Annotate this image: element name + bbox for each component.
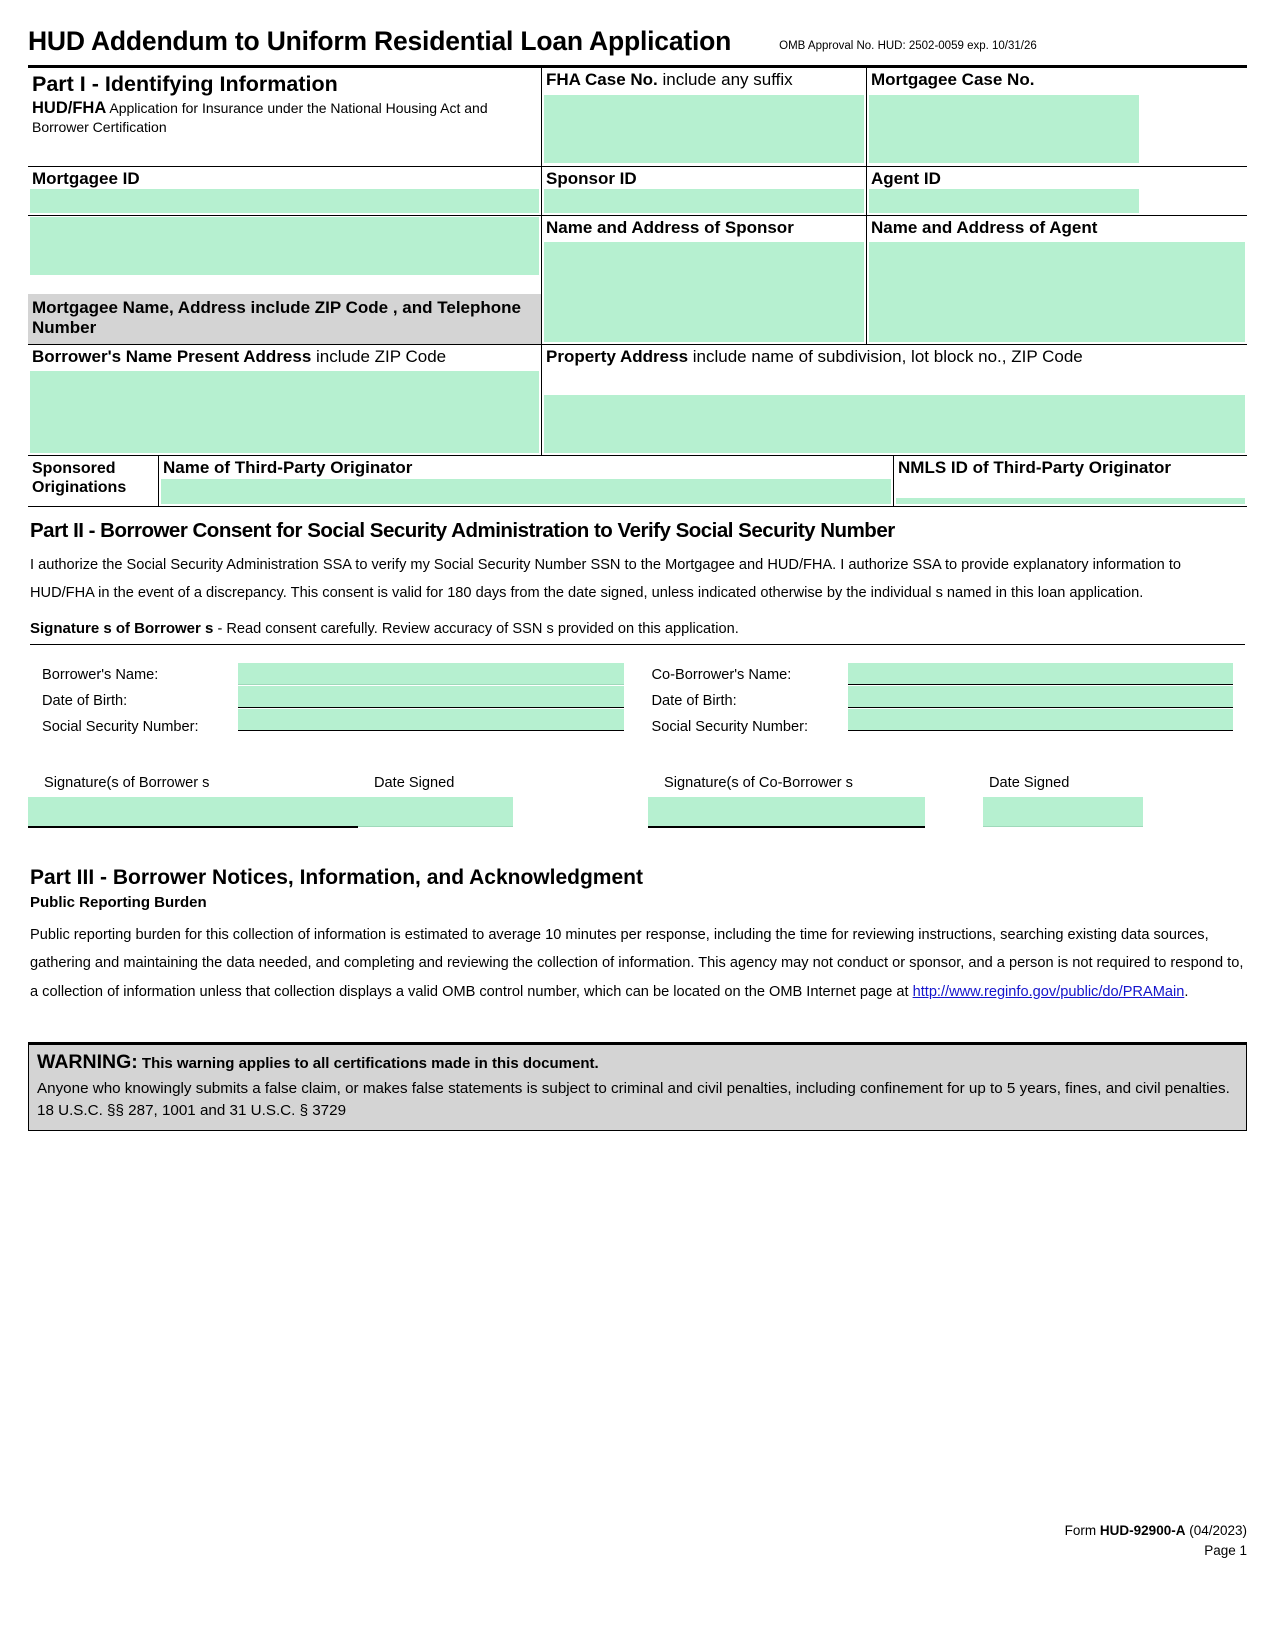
property-address-label-bold: Property Address <box>546 347 689 366</box>
sponsor-id-label: Sponsor ID <box>546 169 637 188</box>
fha-case-no-label <box>542 68 866 91</box>
warning-body-text: Anyone who knowingly submits a false claim, or makes false statements is subject to criminal and civil penalties, including confinement for up to 5 years, fines, and civil penalties. 18 U.S.C. §§ 287, 1001 and 31 U.S.C. § 3729 <box>37 1080 1230 1120</box>
third-party-originator-name-input[interactable] <box>161 479 891 504</box>
mortgagee-case-no-input[interactable] <box>869 95 1139 163</box>
sponsor-name-address-label: Name and Address of Sponsor <box>546 218 794 237</box>
agent-id-input[interactable] <box>869 189 1139 213</box>
reginfo-pramain-link[interactable]: http://www.reginfo.gov/public/do/PRAMain <box>912 983 1185 1000</box>
part1-row-sponsored-originations <box>28 455 1247 506</box>
borrower-signature-label: Signature(s of Borrower s <box>44 774 210 791</box>
agent-id-cell <box>866 167 1247 215</box>
mortgagee-id-cell <box>28 167 541 215</box>
borrower-identity-labels <box>28 663 238 741</box>
mortgagee-case-no-label: Mortgagee Case No. <box>871 70 1035 89</box>
part2-signature-note <box>30 620 1245 645</box>
borrower-ssn-label: Social Security Number: <box>42 718 199 735</box>
coborrower-dob-input[interactable] <box>848 686 1234 708</box>
coborrower-name-input[interactable] <box>848 663 1234 685</box>
fha-case-no-cell <box>541 68 866 166</box>
borrower-date-signed-label: Date Signed <box>374 774 455 791</box>
coborrower-ssn-input[interactable] <box>848 709 1234 731</box>
warning-headline <box>37 1051 1238 1074</box>
coborrower-date-signed-label: Date Signed <box>989 774 1070 791</box>
coborrower-identity-column <box>638 663 1248 741</box>
coborrower-signature-label: Signature(s of Co-Borrower s <box>664 774 853 791</box>
agent-name-address-input[interactable] <box>869 242 1245 342</box>
mortgagee-id-input[interactable] <box>30 189 539 213</box>
borrower-identity-fields <box>238 663 638 741</box>
borrower-name-label-rest: include ZIP Code <box>316 347 447 366</box>
coborrower-date-signed-input[interactable] <box>983 797 1143 827</box>
sponsor-id-cell <box>541 167 866 215</box>
part1-row-names-addresses <box>28 215 1247 344</box>
sponsor-name-address-input[interactable] <box>544 242 864 342</box>
mortgagee-id-label: Mortgagee ID <box>32 169 140 188</box>
third-party-originator-name-cell <box>158 456 893 506</box>
part2-heading: Part II - Borrower Consent for Social Security Administration to Verify Social Security Number <box>30 519 895 542</box>
fha-case-no-input[interactable] <box>544 95 864 163</box>
borrower-date-signed-input[interactable] <box>358 797 513 827</box>
property-address-label-rest: include name of subdivision, lot block no., ZIP Code <box>692 347 1083 366</box>
fha-case-no-label-bold: FHA Case No. <box>546 70 658 89</box>
mortgagee-name-address-cell <box>28 216 541 344</box>
public-reporting-burden-paragraph <box>30 921 1245 1006</box>
sponsor-name-address-cell <box>541 216 866 344</box>
warning-label: WARNING: <box>37 1051 138 1074</box>
part1-row-ids <box>28 166 1247 215</box>
warning-box <box>28 1042 1247 1131</box>
part2-signature-note-rest: - Read consent carefully. Review accuracy of SSN s provided on this application. <box>217 620 739 637</box>
borrower-identity-column <box>28 663 638 741</box>
borrower-dob-label: Date of Birth: <box>42 692 128 709</box>
coborrower-identity-fields <box>848 663 1248 741</box>
borrower-ssn-input[interactable] <box>238 709 624 731</box>
document-header <box>28 0 1247 65</box>
warning-headline-text: This warning applies to all certifications made in this document. <box>141 1055 599 1073</box>
borrower-name-label: Borrower's Name: <box>42 666 159 683</box>
fha-case-no-label-rest: include any suffix <box>662 70 793 89</box>
part1-identifying-information-table <box>28 65 1247 507</box>
part1-subheading-rest: Application for Insurance under the National Housing Act and Borrower Certification <box>32 100 488 135</box>
page-footer <box>1065 1521 1247 1562</box>
property-address-cell <box>541 345 1247 455</box>
coborrower-date-signed-cell <box>973 775 1223 828</box>
part2-consent-paragraph: I authorize the Social Security Administration SSA to verify my Social Security Number SSN to the Mortgagee and HUD/FHA. I authorize SSA to provide explanatory information to HUD/FHA in the event of a discrepancy. This consent is valid for 180 days from the date signed, unless indicated otherwise by the individual s named in this loan application. <box>30 557 1182 602</box>
omb-approval-text: OMB Approval No. HUD: 2502-0059 exp. 10/31/26 <box>779 40 1037 52</box>
form-prefix: Form <box>1064 1522 1100 1538</box>
mortgagee-name-address-label: Mortgagee Name, Address include ZIP Code , and Telephone Number <box>28 294 541 344</box>
agent-id-label: Agent ID <box>871 169 941 188</box>
part1-heading-cell <box>28 68 541 166</box>
property-address-label <box>542 345 1247 368</box>
borrower-name-address-cell <box>28 345 541 455</box>
coborrower-identity-labels <box>638 663 848 741</box>
part1-row-case-numbers <box>28 68 1247 166</box>
part1-subheading <box>28 98 541 136</box>
third-party-nmls-cell <box>893 456 1247 506</box>
coborrower-name-label: Co-Borrower's Name: <box>651 666 792 683</box>
sponsored-originations-cell <box>28 456 158 506</box>
coborrower-signature-cell <box>648 775 973 828</box>
borrower-identity-block <box>28 663 1247 741</box>
page-number: Page 1 <box>1204 1542 1247 1558</box>
prb-text-before-link: Public reporting burden for this collection of information is estimated to average 10 minutes per response, including the time for reviewing instructions, searching existing data sources, gathering and maintaining the data needed, and completing and reviewing the collection of information. This agency may not conduct or sponsor, and a person is not required to respond to, a collection of information unless that collection displays a valid OMB control number, which can be located on the OMB Internet page at <box>30 926 1244 1000</box>
signature-row <box>28 775 1247 828</box>
borrower-dob-input[interactable] <box>238 686 624 708</box>
borrower-name-label-bold: Borrower's Name Present Address <box>32 347 312 366</box>
sponsored-originations-label: Sponsored Originations <box>32 460 127 497</box>
coborrower-dob-label: Date of Birth: <box>651 692 737 709</box>
prb-text-after-link: . <box>1184 983 1189 1000</box>
borrower-date-signed-cell <box>358 775 648 828</box>
borrower-name-address-input[interactable] <box>30 371 539 453</box>
mortgagee-case-no-cell <box>866 68 1247 166</box>
part1-subheading-bold: HUD/FHA <box>32 99 107 118</box>
borrower-name-input[interactable] <box>238 663 624 685</box>
borrower-name-address-label <box>28 345 541 368</box>
part1-heading: Part I - Identifying Information <box>32 72 338 96</box>
agent-name-address-label: Name and Address of Agent <box>871 218 1098 237</box>
property-address-input[interactable] <box>544 395 1245 453</box>
coborrower-signature-input[interactable] <box>648 797 925 828</box>
sponsor-id-input[interactable] <box>544 189 864 213</box>
third-party-nmls-label: NMLS ID of Third-Party Originator <box>898 458 1171 477</box>
third-party-originator-name-label: Name of Third-Party Originator <box>163 458 413 477</box>
form-number-line <box>1065 1521 1247 1541</box>
borrower-signature-input[interactable] <box>28 797 358 828</box>
part3-heading: Part III - Borrower Notices, Information, and Acknowledgment <box>30 865 643 889</box>
public-reporting-burden-subheading: Public Reporting Burden <box>30 893 207 911</box>
part1-row-borrower-property <box>28 344 1247 455</box>
form-number: HUD-92900-A <box>1099 1522 1186 1538</box>
third-party-nmls-input[interactable] <box>896 498 1245 504</box>
page-title: HUD Addendum to Uniform Residential Loan Application <box>28 26 732 56</box>
part2-signature-note-bold: Signature s of Borrower s <box>30 619 214 637</box>
form-suffix: (04/2023) <box>1185 1522 1247 1538</box>
borrower-signature-cell <box>28 775 358 828</box>
agent-name-address-cell <box>866 216 1247 344</box>
coborrower-ssn-label: Social Security Number: <box>651 718 809 735</box>
mortgagee-name-address-input[interactable] <box>30 217 539 275</box>
